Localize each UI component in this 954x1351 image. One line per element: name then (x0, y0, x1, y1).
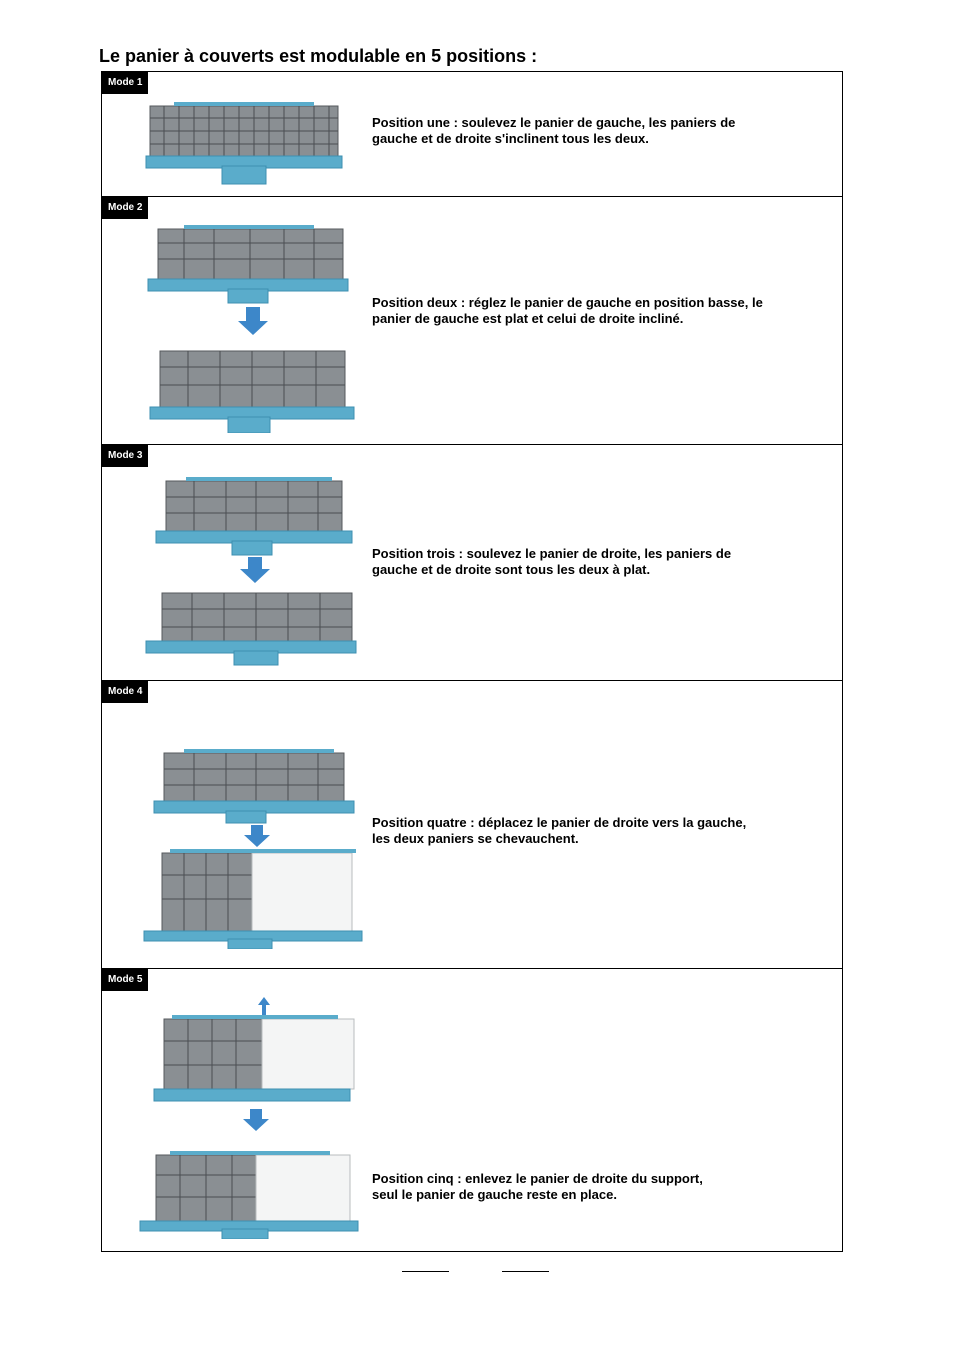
arrow-down-icon (243, 1109, 269, 1131)
mode-description: Position une : soulevez le panier de gauche, les paniers de gauche et de droite s'inclinent tous les deux. (372, 115, 736, 146)
rack-after (150, 351, 354, 433)
rack-after (140, 1151, 358, 1239)
mode-row-3 (102, 444, 842, 680)
rack-before (156, 477, 352, 555)
rack-before (148, 225, 348, 303)
cutlery-rack-illustration (142, 467, 362, 667)
cutlery-rack-illustration (136, 997, 362, 1239)
footer-divider (502, 1271, 549, 1272)
mode-row-1 (102, 72, 842, 196)
rack-after (146, 593, 356, 665)
mode-row-5 (102, 968, 842, 1251)
page-title: Le panier à couverts est modulable en 5 positions : (99, 46, 538, 66)
cutlery-rack-illustration (144, 98, 344, 188)
arrow-down-icon (238, 307, 268, 335)
arrow-up-icon (258, 997, 270, 1015)
arrow-down-icon (240, 557, 270, 583)
rack-tilted (146, 102, 342, 184)
arrow-down-icon (244, 825, 270, 847)
rack-after (144, 849, 362, 949)
mode-description: Position cinq : enlevez le panier de droite du support, seul le panier de gauche reste en place. (372, 1171, 703, 1202)
mode-badge: Mode 5 (102, 969, 148, 991)
mode-badge: Mode 3 (102, 445, 148, 467)
mode-description: Position trois : soulevez le panier de droite, les paniers de gauche et de droite sont tous les deux à plat. (372, 546, 732, 577)
mode-badge: Mode 4 (102, 681, 148, 703)
rack-before (154, 997, 354, 1101)
cutlery-rack-illustration (140, 743, 365, 949)
mode-row-4 (102, 680, 842, 968)
cutlery-rack-illustration (144, 221, 359, 433)
mode-description: Position deux : réglez le panier de gauche en position basse, le panier de gauche est plat et celui de droite incliné. (372, 295, 763, 326)
rack-before (154, 749, 354, 823)
mode-row-2 (102, 196, 842, 444)
mode-badge: Mode 2 (102, 197, 148, 219)
mode-description: Position quatre : déplacez le panier de droite vers la gauche, les deux paniers se chevauchent. (372, 815, 747, 846)
mode-badge: Mode 1 (102, 72, 148, 94)
modes-table (101, 71, 843, 1252)
footer-divider (402, 1271, 449, 1272)
